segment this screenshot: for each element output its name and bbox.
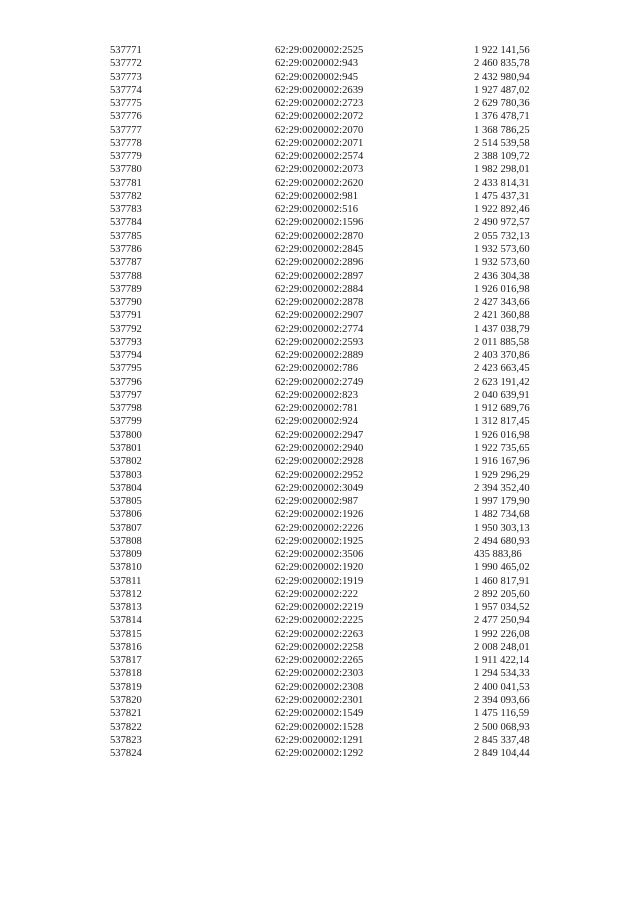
cadastral-number: 62:29:0020002:2639 bbox=[275, 84, 364, 96]
cadastral-number: 62:29:0020002:2878 bbox=[275, 297, 364, 309]
cadastral-value: 1 294 534,33 bbox=[474, 668, 530, 680]
row-number: 537797 bbox=[110, 389, 142, 401]
table-row bbox=[0, 349, 640, 362]
cadastral-number: 62:29:0020002:3506 bbox=[275, 549, 364, 561]
table-row bbox=[0, 667, 640, 680]
table-row bbox=[0, 694, 640, 707]
row-number: 537817 bbox=[110, 655, 142, 667]
cadastral-value: 2 403 370,86 bbox=[474, 350, 530, 362]
table-row bbox=[0, 84, 640, 97]
row-number: 537771 bbox=[110, 45, 142, 56]
table-row bbox=[0, 429, 640, 442]
cadastral-value: 1 912 689,76 bbox=[474, 403, 530, 415]
cadastral-number: 62:29:0020002:2940 bbox=[275, 442, 364, 454]
row-number: 537823 bbox=[110, 734, 142, 746]
cadastral-number: 62:29:0020002:2525 bbox=[275, 45, 364, 56]
table-row bbox=[0, 469, 640, 482]
cadastral-value: 1 922 735,65 bbox=[474, 442, 530, 454]
table-row bbox=[0, 508, 640, 521]
cadastral-number: 62:29:0020002:2896 bbox=[275, 257, 364, 269]
row-number: 537787 bbox=[110, 257, 142, 269]
row-number: 537776 bbox=[110, 111, 142, 123]
cadastral-value: 1 376 478,71 bbox=[474, 111, 530, 123]
cadastral-number: 62:29:0020002:1925 bbox=[275, 535, 364, 547]
row-number: 537791 bbox=[110, 310, 142, 322]
cadastral-number: 62:29:0020002:2301 bbox=[275, 695, 364, 707]
table-row bbox=[0, 57, 640, 70]
cadastral-number: 62:29:0020002:222 bbox=[275, 588, 358, 600]
cadastral-value: 2 433 814,31 bbox=[474, 177, 530, 189]
cadastral-number: 62:29:0020002:2263 bbox=[275, 628, 364, 640]
row-number: 537824 bbox=[110, 748, 142, 760]
row-number: 537790 bbox=[110, 297, 142, 309]
row-number: 537811 bbox=[110, 575, 142, 587]
table-row bbox=[0, 628, 640, 641]
cadastral-value: 1 992 226,08 bbox=[474, 628, 530, 640]
cadastral-number: 62:29:0020002:2574 bbox=[275, 151, 364, 163]
cadastral-value: 2 432 980,94 bbox=[474, 71, 530, 83]
cadastral-value: 2 011 885,58 bbox=[474, 336, 530, 348]
cadastral-number: 62:29:0020002:2072 bbox=[275, 111, 364, 123]
row-number: 537809 bbox=[110, 549, 142, 561]
cadastral-number: 62:29:0020002:2889 bbox=[275, 350, 364, 362]
cadastral-number: 62:29:0020002:2593 bbox=[275, 336, 364, 348]
row-number: 537782 bbox=[110, 190, 142, 202]
row-number: 537815 bbox=[110, 628, 142, 640]
table-row bbox=[0, 44, 640, 57]
cadastral-value: 1 997 179,90 bbox=[474, 496, 530, 508]
cadastral-value: 2 040 639,91 bbox=[474, 389, 530, 401]
cadastral-value: 2 460 835,78 bbox=[474, 58, 530, 70]
table-row bbox=[0, 482, 640, 495]
cadastral-value: 2 490 972,57 bbox=[474, 217, 530, 229]
table-row bbox=[0, 376, 640, 389]
cadastral-number: 62:29:0020002:2749 bbox=[275, 376, 364, 388]
cadastral-number: 62:29:0020002:2071 bbox=[275, 137, 364, 149]
table-row bbox=[0, 203, 640, 216]
cadastral-value: 1 437 038,79 bbox=[474, 323, 530, 335]
cadastral-value: 1 368 786,25 bbox=[474, 124, 530, 136]
cadastral-number: 62:29:0020002:516 bbox=[275, 204, 358, 216]
row-number: 537778 bbox=[110, 137, 142, 149]
cadastral-value: 1 312 817,45 bbox=[474, 416, 530, 428]
row-number: 537781 bbox=[110, 177, 142, 189]
cadastral-value: 1 926 016,98 bbox=[474, 429, 530, 441]
row-number: 537773 bbox=[110, 71, 142, 83]
cadastral-value: 2 500 068,93 bbox=[474, 721, 530, 733]
cadastral-number: 62:29:0020002:2620 bbox=[275, 177, 364, 189]
row-number: 537818 bbox=[110, 668, 142, 680]
cadastral-number: 62:29:0020002:1528 bbox=[275, 721, 364, 733]
cadastral-value: 2 629 780,36 bbox=[474, 98, 530, 110]
cadastral-number: 62:29:0020002:2897 bbox=[275, 270, 364, 282]
row-number: 537822 bbox=[110, 721, 142, 733]
table-row bbox=[0, 588, 640, 601]
row-number: 537800 bbox=[110, 429, 142, 441]
cadastral-value: 2 436 304,38 bbox=[474, 270, 530, 282]
cadastral-value: 1 932 573,60 bbox=[474, 257, 530, 269]
cadastral-value-table bbox=[0, 44, 640, 760]
cadastral-number: 62:29:0020002:1549 bbox=[275, 708, 364, 720]
cadastral-value: 2 394 093,66 bbox=[474, 695, 530, 707]
table-row bbox=[0, 535, 640, 548]
row-number: 537798 bbox=[110, 403, 142, 415]
cadastral-value: 1 475 116,59 bbox=[474, 708, 530, 720]
cadastral-number: 62:29:0020002:981 bbox=[275, 190, 358, 202]
table-row bbox=[0, 721, 640, 734]
table-row bbox=[0, 561, 640, 574]
row-number: 537810 bbox=[110, 562, 142, 574]
table-row bbox=[0, 323, 640, 336]
cadastral-value: 2 845 337,48 bbox=[474, 734, 530, 746]
row-number: 537772 bbox=[110, 58, 142, 70]
cadastral-number: 62:29:0020002:2907 bbox=[275, 310, 364, 322]
cadastral-value: 1 922 892,46 bbox=[474, 204, 530, 216]
cadastral-value: 1 929 296,29 bbox=[474, 469, 530, 481]
cadastral-value: 1 922 141,56 bbox=[474, 45, 530, 56]
row-number: 537779 bbox=[110, 151, 142, 163]
table-row bbox=[0, 243, 640, 256]
row-number: 537783 bbox=[110, 204, 142, 216]
table-row bbox=[0, 97, 640, 110]
table-row bbox=[0, 522, 640, 535]
table-row bbox=[0, 362, 640, 375]
table-row bbox=[0, 389, 640, 402]
table-row bbox=[0, 548, 640, 561]
cadastral-value: 2 427 343,66 bbox=[474, 297, 530, 309]
cadastral-number: 62:29:0020002:2225 bbox=[275, 615, 364, 627]
cadastral-number: 62:29:0020002:2265 bbox=[275, 655, 364, 667]
cadastral-number: 62:29:0020002:2947 bbox=[275, 429, 364, 441]
cadastral-value: 1 911 422,14 bbox=[474, 655, 530, 667]
cadastral-number: 62:29:0020002:1926 bbox=[275, 509, 364, 521]
row-number: 537801 bbox=[110, 442, 142, 454]
table-row bbox=[0, 707, 640, 720]
cadastral-number: 62:29:0020002:2308 bbox=[275, 681, 364, 693]
cadastral-value: 1 916 167,96 bbox=[474, 456, 530, 468]
table-row bbox=[0, 137, 640, 150]
table-row bbox=[0, 402, 640, 415]
cadastral-number: 62:29:0020002:2952 bbox=[275, 469, 364, 481]
row-number: 537802 bbox=[110, 456, 142, 468]
row-number: 537786 bbox=[110, 243, 142, 255]
cadastral-value: 2 494 680,93 bbox=[474, 535, 530, 547]
table-row bbox=[0, 190, 640, 203]
cadastral-value: 2 423 663,45 bbox=[474, 363, 530, 375]
table-row bbox=[0, 614, 640, 627]
row-number: 537819 bbox=[110, 681, 142, 693]
row-number: 537799 bbox=[110, 416, 142, 428]
cadastral-number: 62:29:0020002:2928 bbox=[275, 456, 364, 468]
cadastral-value: 1 475 437,31 bbox=[474, 190, 530, 202]
cadastral-number: 62:29:0020002:1291 bbox=[275, 734, 364, 746]
row-number: 537808 bbox=[110, 535, 142, 547]
cadastral-value: 2 055 732,13 bbox=[474, 230, 530, 242]
cadastral-number: 62:29:0020002:1292 bbox=[275, 748, 364, 760]
cadastral-number: 62:29:0020002:1596 bbox=[275, 217, 364, 229]
cadastral-number: 62:29:0020002:2258 bbox=[275, 641, 364, 653]
cadastral-value: 1 932 573,60 bbox=[474, 243, 530, 255]
row-number: 537785 bbox=[110, 230, 142, 242]
cadastral-number: 62:29:0020002:987 bbox=[275, 496, 358, 508]
table-row bbox=[0, 309, 640, 322]
table-row bbox=[0, 442, 640, 455]
table-row bbox=[0, 681, 640, 694]
row-number: 537777 bbox=[110, 124, 142, 136]
table-row bbox=[0, 163, 640, 176]
cadastral-number: 62:29:0020002:924 bbox=[275, 416, 358, 428]
cadastral-value: 2 514 539,58 bbox=[474, 137, 530, 149]
row-number: 537775 bbox=[110, 98, 142, 110]
cadastral-value: 2 623 191,42 bbox=[474, 376, 530, 388]
row-number: 537788 bbox=[110, 270, 142, 282]
row-number: 537794 bbox=[110, 350, 142, 362]
table-row bbox=[0, 575, 640, 588]
table-row bbox=[0, 110, 640, 123]
cadastral-value: 2 421 360,88 bbox=[474, 310, 530, 322]
cadastral-value: 2 849 104,44 bbox=[474, 748, 530, 760]
cadastral-number: 62:29:0020002:786 bbox=[275, 363, 358, 375]
cadastral-value: 2 892 205,60 bbox=[474, 588, 530, 600]
cadastral-number: 62:29:0020002:3049 bbox=[275, 482, 364, 494]
cadastral-value: 1 460 817,91 bbox=[474, 575, 530, 587]
row-number: 537816 bbox=[110, 641, 142, 653]
cadastral-value: 2 394 352,40 bbox=[474, 482, 530, 494]
cadastral-value: 1 990 465,02 bbox=[474, 562, 530, 574]
row-number: 537820 bbox=[110, 695, 142, 707]
table-row bbox=[0, 641, 640, 654]
cadastral-number: 62:29:0020002:2884 bbox=[275, 283, 364, 295]
row-number: 537821 bbox=[110, 708, 142, 720]
table-row bbox=[0, 747, 640, 760]
row-number: 537805 bbox=[110, 496, 142, 508]
table-row bbox=[0, 495, 640, 508]
cadastral-number: 62:29:0020002:2070 bbox=[275, 124, 364, 136]
cadastral-number: 62:29:0020002:2073 bbox=[275, 164, 364, 176]
table-row bbox=[0, 734, 640, 747]
cadastral-value: 2 477 250,94 bbox=[474, 615, 530, 627]
row-number: 537806 bbox=[110, 509, 142, 521]
table-row bbox=[0, 415, 640, 428]
table-row bbox=[0, 230, 640, 243]
cadastral-number: 62:29:0020002:943 bbox=[275, 58, 358, 70]
row-number: 537792 bbox=[110, 323, 142, 335]
cadastral-number: 62:29:0020002:1919 bbox=[275, 575, 364, 587]
cadastral-number: 62:29:0020002:781 bbox=[275, 403, 358, 415]
row-number: 537804 bbox=[110, 482, 142, 494]
cadastral-value: 1 926 016,98 bbox=[474, 283, 530, 295]
cadastral-value: 1 957 034,52 bbox=[474, 602, 530, 614]
cadastral-value: 2 388 109,72 bbox=[474, 151, 530, 163]
cadastral-number: 62:29:0020002:2845 bbox=[275, 243, 364, 255]
table-row bbox=[0, 71, 640, 84]
cadastral-number: 62:29:0020002:2219 bbox=[275, 602, 364, 614]
cadastral-value: 1 482 734,68 bbox=[474, 509, 530, 521]
row-number: 537803 bbox=[110, 469, 142, 481]
row-number: 537780 bbox=[110, 164, 142, 176]
cadastral-number: 62:29:0020002:2870 bbox=[275, 230, 364, 242]
table-row bbox=[0, 336, 640, 349]
cadastral-number: 62:29:0020002:2774 bbox=[275, 323, 364, 335]
table-row bbox=[0, 283, 640, 296]
row-number: 537814 bbox=[110, 615, 142, 627]
cadastral-value: 2 400 041,53 bbox=[474, 681, 530, 693]
cadastral-value: 1 982 298,01 bbox=[474, 164, 530, 176]
table-row bbox=[0, 216, 640, 229]
row-number: 537812 bbox=[110, 588, 142, 600]
cadastral-value: 435 883,86 bbox=[474, 549, 522, 561]
row-number: 537796 bbox=[110, 376, 142, 388]
table-row bbox=[0, 654, 640, 667]
row-number: 537784 bbox=[110, 217, 142, 229]
row-number: 537774 bbox=[110, 84, 142, 96]
row-number: 537793 bbox=[110, 336, 142, 348]
table-row bbox=[0, 296, 640, 309]
row-number: 537795 bbox=[110, 363, 142, 375]
table-row bbox=[0, 601, 640, 614]
table-row bbox=[0, 256, 640, 269]
cadastral-value: 2 008 248,01 bbox=[474, 641, 530, 653]
table-row bbox=[0, 455, 640, 468]
row-number: 537813 bbox=[110, 602, 142, 614]
cadastral-number: 62:29:0020002:823 bbox=[275, 389, 358, 401]
table-row bbox=[0, 270, 640, 283]
cadastral-number: 62:29:0020002:2723 bbox=[275, 98, 364, 110]
row-number: 537807 bbox=[110, 522, 142, 534]
table-row bbox=[0, 177, 640, 190]
row-number: 537789 bbox=[110, 283, 142, 295]
cadastral-value: 1 927 487,02 bbox=[474, 84, 530, 96]
cadastral-number: 62:29:0020002:2303 bbox=[275, 668, 364, 680]
cadastral-number: 62:29:0020002:2226 bbox=[275, 522, 364, 534]
table-row bbox=[0, 124, 640, 137]
cadastral-number: 62:29:0020002:1920 bbox=[275, 562, 364, 574]
cadastral-value: 1 950 303,13 bbox=[474, 522, 530, 534]
cadastral-number: 62:29:0020002:945 bbox=[275, 71, 358, 83]
table-row bbox=[0, 150, 640, 163]
